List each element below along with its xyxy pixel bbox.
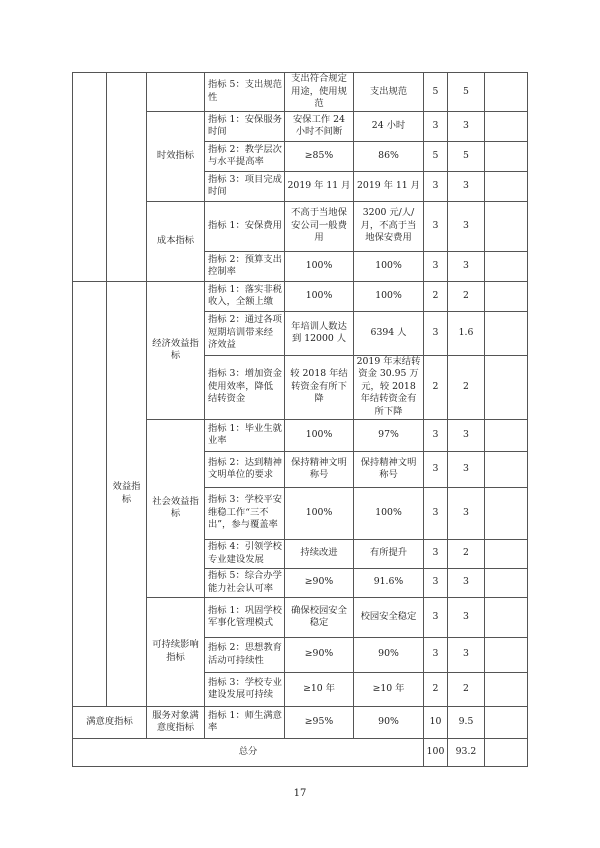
target-cell: 安保工作 24 小时不间断 <box>285 111 354 141</box>
target-cell: ≥90% <box>285 637 354 672</box>
indicator-cell: 指标 4：引领学校专业建设发展 <box>205 539 285 568</box>
actual-cell: 2019 年末结转资金 30.95 万元，较 2018 年结转资金有所下降 <box>354 355 424 419</box>
weight-cell: 3 <box>424 311 448 355</box>
score-cell: 3 <box>448 451 485 487</box>
note-cell <box>485 568 528 597</box>
indicator-cell: 指标 3：增加资金使用效率，降低结转资金 <box>205 355 285 419</box>
indicator-cell: 指标 1：落实非税收入，全额上缴 <box>205 281 285 311</box>
indicator-cell: 指标 2：通过各项短期培训带来经济效益 <box>205 311 285 355</box>
indicator-cell: 指标 2：达到精神文明单位的要求 <box>205 451 285 487</box>
weight-cell: 3 <box>424 637 448 672</box>
target-cell: 年培训人数达到 12000 人 <box>285 311 354 355</box>
note-cell <box>485 672 528 706</box>
score-cell: 3 <box>448 597 485 637</box>
score-cell: 2 <box>448 672 485 706</box>
note-cell <box>485 637 528 672</box>
total-row <box>73 738 528 766</box>
weight-cell: 3 <box>424 419 448 451</box>
indicator-cell: 指标 1：毕业生就业率 <box>205 419 285 451</box>
target-cell: 100% <box>285 251 354 281</box>
note-cell <box>485 487 528 539</box>
weight-cell: 3 <box>424 451 448 487</box>
level2-cell: 成本指标 <box>147 201 205 281</box>
actual-cell: 86% <box>354 141 424 171</box>
target-cell: 保持精神文明称号 <box>285 451 354 487</box>
note-cell <box>485 171 528 201</box>
level2-cell: 可持续影响指标 <box>147 597 205 706</box>
actual-cell: 3200 元/人/月，不高于当地保安费用 <box>354 201 424 251</box>
weight-cell: 2 <box>424 672 448 706</box>
score-cell: 5 <box>448 141 485 171</box>
weight-cell: 3 <box>424 487 448 539</box>
actual-cell: 支出规范 <box>354 73 424 112</box>
score-cell: 2 <box>448 355 485 419</box>
note-cell <box>485 141 528 171</box>
actual-cell: 有所提升 <box>354 539 424 568</box>
target-cell: ≥10 年 <box>285 672 354 706</box>
actual-cell: 90% <box>354 637 424 672</box>
target-cell: 2019 年 11 月 <box>285 171 354 201</box>
weight-cell: 5 <box>424 73 448 112</box>
actual-cell: 6394 人 <box>354 311 424 355</box>
target-cell: 支出符合规定用途，使用规范 <box>285 73 354 112</box>
indicator-cell: 指标 2：思想教育活动可持续性 <box>205 637 285 672</box>
score-cell: 2 <box>448 539 485 568</box>
actual-cell: ≥10 年 <box>354 672 424 706</box>
score-cell: 2 <box>448 281 485 311</box>
table-row <box>73 281 528 311</box>
score-cell: 5 <box>448 73 485 112</box>
weight-cell: 3 <box>424 111 448 141</box>
total-note <box>485 738 528 766</box>
actual-cell: 2019 年 11 月 <box>354 171 424 201</box>
target-cell: ≥85% <box>285 141 354 171</box>
weight-cell: 3 <box>424 597 448 637</box>
target-cell: 100% <box>285 281 354 311</box>
score-cell: 3 <box>448 419 485 451</box>
score-cell: 9.5 <box>448 706 485 738</box>
note-cell <box>485 539 528 568</box>
weight-cell: 3 <box>424 251 448 281</box>
note-cell <box>485 355 528 419</box>
level2-cell <box>147 73 205 112</box>
total-score: 93.2 <box>448 738 485 766</box>
weight-cell: 3 <box>424 539 448 568</box>
weight-cell: 2 <box>424 355 448 419</box>
actual-cell: 100% <box>354 251 424 281</box>
actual-cell: 校园安全稳定 <box>354 597 424 637</box>
weight-cell: 2 <box>424 281 448 311</box>
indicator-cell: 指标 2：教学层次与水平提高率 <box>205 141 285 171</box>
note-cell <box>485 597 528 637</box>
note-cell <box>485 73 528 112</box>
total-label: 总分 <box>73 738 424 766</box>
table-row <box>73 73 528 112</box>
note-cell <box>485 419 528 451</box>
actual-cell: 91.6% <box>354 568 424 597</box>
indicator-cell: 指标 3：学校平安维稳工作“三不出”，参与覆盖率 <box>205 487 285 539</box>
note-cell <box>485 451 528 487</box>
note-cell <box>485 311 528 355</box>
indicator-cell: 指标 1：安保费用 <box>205 201 285 251</box>
table-row <box>73 706 528 738</box>
actual-cell: 90% <box>354 706 424 738</box>
actual-cell: 100% <box>354 487 424 539</box>
level1-cell <box>107 73 147 282</box>
score-cell: 3 <box>448 487 485 539</box>
note-cell <box>485 111 528 141</box>
target-cell: 100% <box>285 487 354 539</box>
weight-cell: 10 <box>424 706 448 738</box>
weight-cell: 3 <box>424 171 448 201</box>
target-cell: 确保校园安全稳定 <box>285 597 354 637</box>
indicator-cell: 指标 3：学校专业建设发展可持续 <box>205 672 285 706</box>
target-cell: ≥90% <box>285 568 354 597</box>
score-cell: 3 <box>448 201 485 251</box>
score-cell: 3 <box>448 171 485 201</box>
target-cell: 100% <box>285 419 354 451</box>
level2-cell: 经济效益指标 <box>147 281 205 419</box>
indicator-cell: 指标 3：项目完成时间 <box>205 171 285 201</box>
level2-cell: 服务对象满意度指标 <box>147 706 205 738</box>
target-cell: 持续改进 <box>285 539 354 568</box>
level0-cell <box>73 281 107 706</box>
level2-cell: 时效指标 <box>147 111 205 201</box>
weight-cell: 3 <box>424 568 448 597</box>
actual-cell: 100% <box>354 281 424 311</box>
score-cell: 3 <box>448 568 485 597</box>
total-weight: 100 <box>424 738 448 766</box>
performance-table <box>72 72 528 767</box>
level1-cell: 满意度指标 <box>73 706 147 738</box>
score-cell: 3 <box>448 251 485 281</box>
score-cell: 3 <box>448 637 485 672</box>
actual-cell: 24 小时 <box>354 111 424 141</box>
target-cell: 不高于当地保安公司一般费用 <box>285 201 354 251</box>
level2-cell: 社会效益指标 <box>147 419 205 597</box>
level0-cell <box>73 73 107 282</box>
indicator-cell: 指标 1：巩固学校军事化管理模式 <box>205 597 285 637</box>
note-cell <box>485 201 528 251</box>
weight-cell: 5 <box>424 141 448 171</box>
actual-cell: 97% <box>354 419 424 451</box>
indicator-cell: 指标 2：预算支出控制率 <box>205 251 285 281</box>
score-cell: 1.6 <box>448 311 485 355</box>
note-cell <box>485 706 528 738</box>
level1-cell: 效益指标 <box>107 281 147 706</box>
indicator-cell: 指标 5：支出规范性 <box>205 73 285 112</box>
note-cell <box>485 281 528 311</box>
weight-cell: 3 <box>424 201 448 251</box>
actual-cell: 保持精神文明称号 <box>354 451 424 487</box>
indicator-cell: 指标 1：师生满意率 <box>205 706 285 738</box>
target-cell: ≥95% <box>285 706 354 738</box>
note-cell <box>485 251 528 281</box>
target-cell: 较 2018 年结转资金有所下降 <box>285 355 354 419</box>
indicator-cell: 指标 5：综合办学能力社会认可率 <box>205 568 285 597</box>
page-number: 17 <box>293 788 307 799</box>
indicator-cell: 指标 1：安保服务时间 <box>205 111 285 141</box>
score-cell: 3 <box>448 111 485 141</box>
